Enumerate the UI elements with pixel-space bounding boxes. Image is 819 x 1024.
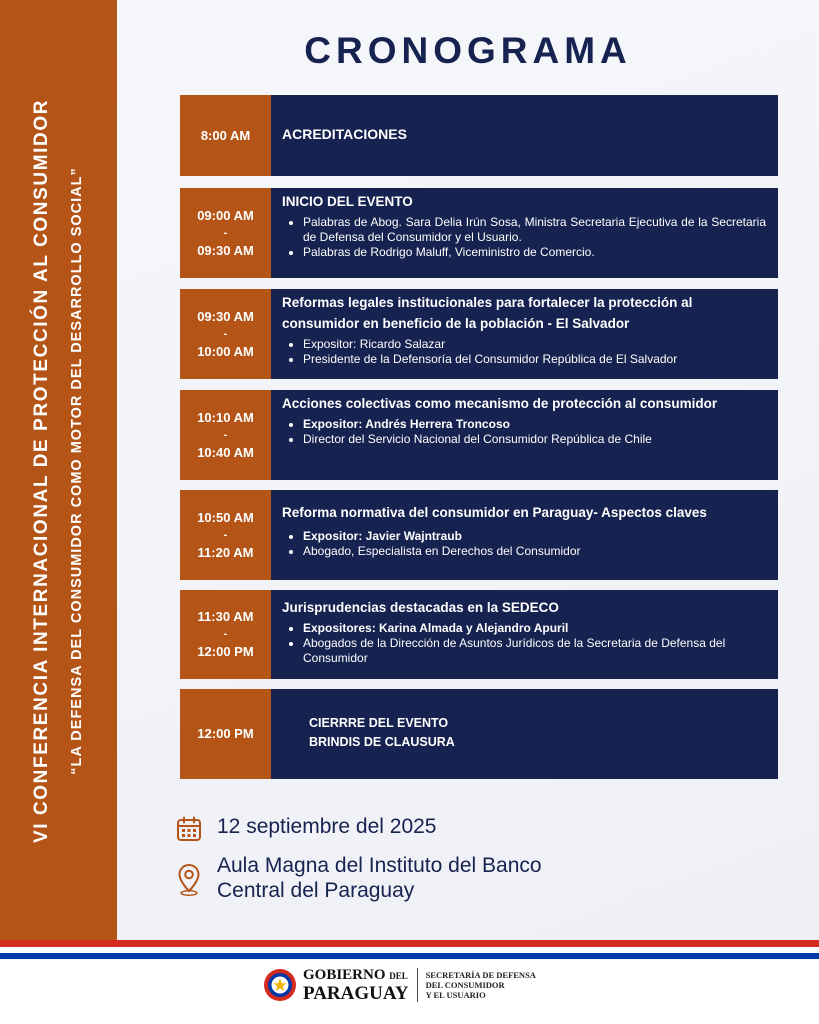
time-separator: - bbox=[223, 428, 228, 441]
secretariat-name bbox=[426, 970, 536, 1000]
schedule-row bbox=[180, 95, 778, 176]
sidebar-text bbox=[31, 21, 85, 921]
time-cell bbox=[180, 590, 271, 679]
paraguay-seal-icon bbox=[262, 967, 298, 1003]
time-cell bbox=[180, 689, 271, 779]
end-time: 12:00 PM bbox=[197, 644, 254, 659]
schedule-row bbox=[180, 188, 778, 278]
list-item: • Director del Servicio Nacional del Consumidor República de Chile bbox=[303, 432, 766, 447]
schedule-row bbox=[180, 289, 778, 379]
secretariat-line-2: DEL CONSUMIDOR bbox=[425, 979, 505, 990]
event-date bbox=[176, 814, 437, 839]
time-separator: - bbox=[223, 226, 228, 239]
list-item: • Presidente de la Defensoría del Consumidor República de El Salvador bbox=[303, 352, 766, 367]
logo-divider bbox=[417, 968, 418, 1002]
bullet-list bbox=[282, 417, 766, 447]
list-item: • Palabras de Abog. Sara Delia Irún Sosa, Ministra Secretaria Ejecutiva de la Secretaria de Defensa del Consumidor y el Usuario. bbox=[303, 215, 766, 245]
gov-del: DEL bbox=[389, 971, 408, 981]
government-logo bbox=[262, 966, 536, 1003]
gov-wordmark bbox=[303, 966, 409, 1003]
secretariat-line-1: SECRETARÍA DE DEFENSA bbox=[425, 969, 536, 980]
secretariat-line-3: Y EL USUARIO bbox=[425, 989, 486, 1000]
conference-slogan: “LA DEFENSA DEL CONSUMIDOR COMO MOTOR DEL DESARROLLO SOCIAL” bbox=[69, 167, 85, 775]
start-time: 11:30 AM bbox=[197, 609, 254, 624]
gov-word: GOBIERNO bbox=[303, 967, 386, 983]
end-time: 10:40 AM bbox=[197, 444, 254, 460]
row-title: Reforma normativa del consumidor en Paraguay- Aspectos claves bbox=[282, 505, 707, 520]
schedule-row bbox=[180, 689, 778, 779]
list-item: • Expositor: Javier Wajntraub bbox=[303, 529, 766, 544]
calendar-icon bbox=[176, 816, 202, 842]
start-time: 8:00 AM bbox=[200, 127, 251, 143]
list-item: • Expositores: Karina Almada y Alejandro Apuril bbox=[303, 621, 766, 636]
time-cell bbox=[180, 95, 271, 176]
row-title: Jurisprudencias destacadas en la SEDECO bbox=[282, 600, 559, 615]
content-cell bbox=[271, 689, 778, 779]
time-cell bbox=[180, 188, 271, 278]
schedule-row bbox=[180, 590, 778, 679]
closing-title: CIERRRE DEL EVENTO bbox=[309, 715, 449, 730]
list-item: • Abogados de la Dirección de Asuntos Jurídicos de la Secretaria de Defensa del Consumidor bbox=[303, 636, 766, 666]
end-time: 11:20 AM bbox=[197, 544, 254, 560]
schedule-row bbox=[180, 390, 778, 480]
content-cell bbox=[271, 289, 778, 379]
row-title: Reformas legales institucionales para fortalecer la protección al consumidor en beneficio de la población - El Salvador bbox=[282, 295, 693, 331]
end-time: 09:30 AM bbox=[197, 242, 254, 258]
content-cell bbox=[271, 390, 778, 480]
conference-title: VI CONFERENCIA INTERNACIONAL DE PROTECCIÓN AL CONSUMIDOR bbox=[31, 98, 52, 844]
location-line-1: Aula Magna del Instituto del Banco bbox=[217, 854, 542, 877]
schedule-row bbox=[180, 490, 778, 580]
list-item: • Expositor: Andrés Herrera Troncoso bbox=[303, 417, 766, 432]
time-cell bbox=[180, 390, 271, 480]
bullet-list bbox=[282, 529, 766, 559]
location-line-2: Central del Paraguay bbox=[217, 879, 415, 902]
time-cell bbox=[180, 490, 271, 580]
page-title: CRONOGRAMA bbox=[304, 30, 632, 71]
time-cell bbox=[180, 289, 271, 379]
location-pin-icon bbox=[176, 863, 202, 897]
start-time: 10:50 AM bbox=[197, 509, 254, 525]
list-item: • Abogado, Especialista en Derechos del Consumidor bbox=[303, 544, 766, 559]
end-time: 10:00 AM bbox=[197, 343, 254, 359]
sidebar bbox=[0, 0, 117, 942]
row-title: INICIO DEL EVENTO bbox=[282, 194, 413, 209]
start-time: 09:30 AM bbox=[197, 308, 254, 324]
list-item: • Palabras de Rodrigo Maluff, Viceministro de Comercio. bbox=[303, 245, 766, 260]
bullet-list bbox=[282, 215, 766, 260]
content-cell bbox=[271, 490, 778, 580]
gov-country: PARAGUAY bbox=[303, 983, 409, 1004]
time-separator: - bbox=[223, 327, 228, 340]
closing-subtitle: BRINDIS DE CLAUSURA bbox=[309, 734, 455, 749]
start-time: 10:10 AM bbox=[197, 409, 254, 425]
event-location bbox=[176, 853, 542, 903]
flag-stripe-red bbox=[0, 940, 819, 947]
time-separator: - bbox=[223, 528, 228, 541]
flag-stripe-blue bbox=[0, 953, 819, 959]
date-text: 12 septiembre del 2025 bbox=[217, 815, 437, 838]
bullet-list bbox=[282, 621, 766, 666]
start-time: 09:00 AM bbox=[197, 207, 254, 223]
bullet-list bbox=[282, 337, 766, 367]
content-cell bbox=[271, 188, 778, 278]
row-title: Acciones colectivas como mecanismo de protección al consumidor bbox=[282, 396, 718, 411]
list-item: • Expositor: Ricardo Salazar bbox=[303, 337, 766, 352]
time-separator: - bbox=[223, 628, 228, 640]
row-title: ACREDITACIONES bbox=[282, 125, 407, 142]
content-cell bbox=[271, 95, 778, 176]
start-time: 12:00 PM bbox=[197, 726, 254, 741]
content-cell bbox=[271, 590, 778, 679]
